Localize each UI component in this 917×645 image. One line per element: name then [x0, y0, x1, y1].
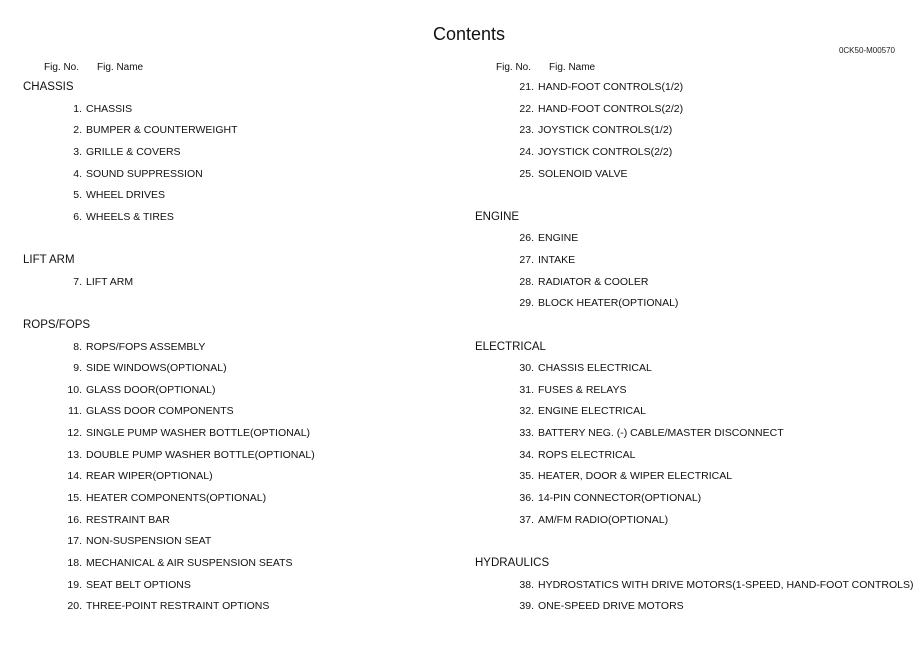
toc-entry[interactable]: [475, 103, 683, 115]
toc-entry[interactable]: [475, 124, 672, 136]
fig-name: THREE-POINT RESTRAINT OPTIONS: [86, 600, 270, 613]
fig-name: RADIATOR & COOLER: [538, 275, 649, 288]
toc-entry[interactable]: [23, 124, 237, 136]
fig-name: HEATER, DOOR & WIPER ELECTRICAL: [538, 470, 733, 483]
toc-entry[interactable]: [23, 600, 269, 612]
fig-number: 17.: [67, 535, 82, 548]
fig-number: 33.: [519, 427, 534, 440]
fig-name: GRILLE & COVERS: [86, 145, 181, 158]
toc-entry[interactable]: [475, 146, 672, 158]
toc-entry[interactable]: [475, 449, 635, 461]
fig-name: BATTERY NEG. (-) CABLE/MASTER DISCONNECT: [538, 427, 784, 440]
fig-name: GLASS DOOR(OPTIONAL): [86, 383, 216, 396]
fig-number: 1.: [73, 102, 82, 115]
fig-number: 13.: [67, 448, 82, 461]
toc-entry[interactable]: [475, 427, 784, 439]
fig-name: ROPS ELECTRICAL: [538, 448, 636, 461]
toc-entry[interactable]: [23, 211, 174, 223]
fig-name: WHEEL DRIVES: [86, 189, 165, 202]
fig-number: 2.: [73, 124, 82, 137]
fig-name: SINGLE PUMP WASHER BOTTLE(OPTIONAL): [86, 427, 311, 440]
fig-name: JOYSTICK CONTROLS(1/2): [538, 124, 673, 137]
fig-name: RESTRAINT BAR: [86, 513, 170, 526]
fig-number: 6.: [73, 210, 82, 223]
toc-entry[interactable]: [475, 81, 683, 93]
fig-name: JOYSTICK CONTROLS(2/2): [538, 145, 673, 158]
fig-name: SEAT BELT OPTIONS: [86, 578, 191, 591]
fig-number: 9.: [73, 362, 82, 375]
toc-entry[interactable]: [475, 405, 646, 417]
toc-entry[interactable]: [23, 384, 216, 396]
fig-number: 30.: [519, 362, 534, 375]
fig-name: BLOCK HEATER(OPTIONAL): [538, 297, 679, 310]
section-heading: ROPS/FOPS: [23, 318, 91, 331]
fig-number: 22.: [519, 102, 534, 115]
fig-number: 36.: [519, 492, 534, 505]
fig-name: ROPS/FOPS ASSEMBLY: [86, 340, 206, 353]
fig-name: MECHANICAL & AIR SUSPENSION SEATS: [86, 557, 293, 569]
fig-number: 26.: [519, 232, 534, 245]
fig-number: 18.: [67, 557, 82, 569]
page-title: Contents: [432, 24, 506, 44]
document-code: 0CK50-M00570: [838, 46, 895, 55]
fig-number: 39.: [519, 600, 534, 613]
section-heading: ELECTRICAL: [475, 340, 546, 353]
fig-name: HEATER COMPONENTS(OPTIONAL): [86, 492, 267, 505]
fig-number: 8.: [73, 340, 82, 353]
fig-number: 7.: [73, 275, 82, 288]
fig-name: HAND-FOOT CONTROLS(1/2): [538, 81, 684, 93]
toc-entry[interactable]: [23, 276, 133, 288]
toc-entry[interactable]: [23, 146, 181, 158]
fig-name: HYDROSTATICS WITH DRIVE MOTORS(1-SPEED, HAND-FOOT CONTROLS): [538, 578, 914, 591]
fig-no-header: Fig. No.: [496, 62, 532, 73]
fig-number: 5.: [73, 189, 82, 202]
section-heading: CHASSIS: [23, 81, 74, 93]
toc-entry[interactable]: [23, 579, 191, 591]
fig-name: ENGINE ELECTRICAL: [538, 405, 646, 418]
toc-entry[interactable]: [475, 579, 914, 591]
toc-entry[interactable]: [23, 405, 234, 417]
fig-number: 14.: [67, 470, 82, 483]
fig-number: 23.: [519, 124, 534, 137]
toc-entry[interactable]: [23, 103, 132, 115]
fig-name: HAND-FOOT CONTROLS(2/2): [538, 102, 684, 115]
fig-name: CHASSIS ELECTRICAL: [538, 362, 652, 375]
fig-name: WHEELS & TIRES: [86, 210, 174, 223]
fig-number: 20.: [67, 600, 82, 613]
toc-entry[interactable]: [23, 189, 165, 201]
toc-entry[interactable]: [23, 535, 211, 547]
fig-number: 11.: [68, 405, 82, 418]
fig-number: 32.: [519, 405, 534, 418]
fig-name-header: Fig. Name: [97, 62, 144, 73]
fig-number: 35.: [519, 470, 534, 483]
fig-number: 24.: [519, 145, 534, 158]
fig-name: SOUND SUPPRESSION: [86, 167, 203, 180]
fig-number: 31.: [519, 383, 534, 396]
fig-number: 21.: [519, 81, 534, 93]
toc-entry[interactable]: [475, 362, 652, 374]
fig-number: 15.: [67, 492, 82, 505]
toc-entry[interactable]: [475, 600, 684, 612]
fig-name: ONE-SPEED DRIVE MOTORS: [538, 600, 684, 613]
toc-entry[interactable]: [23, 470, 213, 482]
fig-number: 10.: [67, 383, 82, 396]
toc-entry[interactable]: [23, 362, 227, 374]
toc-entry[interactable]: [475, 384, 627, 396]
fig-name-header: Fig. Name: [549, 62, 596, 73]
toc-entry[interactable]: [475, 232, 578, 244]
fig-number: 19.: [67, 578, 82, 591]
section-heading: LIFT ARM: [23, 254, 75, 267]
fig-number: 38.: [519, 578, 534, 591]
fig-name: SOLENOID VALVE: [538, 167, 628, 180]
toc-entry[interactable]: [23, 449, 315, 461]
toc-entry[interactable]: [475, 254, 575, 266]
section-heading: ENGINE: [475, 210, 520, 223]
fig-number: 27.: [519, 254, 534, 267]
fig-name: DOUBLE PUMP WASHER BOTTLE(OPTIONAL): [86, 448, 315, 461]
toc-entry[interactable]: [23, 514, 170, 526]
fig-name: REAR WIPER(OPTIONAL): [86, 470, 213, 483]
toc-entry[interactable]: [23, 341, 205, 353]
fig-name: NON-SUSPENSION SEAT: [86, 535, 212, 548]
fig-number: 29.: [519, 297, 534, 310]
fig-number: 16.: [67, 513, 82, 526]
fig-name: AM/FM RADIO(OPTIONAL): [538, 513, 669, 526]
toc-entry[interactable]: [475, 276, 648, 288]
toc-entry[interactable]: [23, 168, 203, 180]
section-heading: HYDRAULICS: [475, 556, 550, 569]
toc-entry[interactable]: [475, 492, 701, 504]
toc-entry[interactable]: [475, 514, 668, 526]
fig-number: 4.: [73, 167, 82, 180]
fig-name: CHASSIS: [86, 102, 133, 115]
fig-name: ENGINE: [538, 232, 579, 245]
fig-name: INTAKE: [538, 254, 576, 267]
fig-number: 12.: [67, 427, 82, 440]
fig-name: FUSES & RELAYS: [538, 383, 627, 396]
fig-name: SIDE WINDOWS(OPTIONAL): [86, 362, 227, 375]
fig-number: 3.: [73, 145, 82, 158]
fig-number: 25.: [519, 167, 534, 180]
fig-name: GLASS DOOR COMPONENTS: [86, 405, 234, 418]
fig-name: LIFT ARM: [86, 275, 134, 288]
toc-entry[interactable]: [475, 470, 732, 482]
fig-name: 14-PIN CONNECTOR(OPTIONAL): [538, 492, 702, 505]
fig-number: 37.: [519, 513, 534, 526]
toc-entry[interactable]: [23, 557, 293, 569]
fig-number: 28.: [519, 275, 534, 288]
fig-no-header: Fig. No.: [44, 62, 80, 73]
fig-number: 34.: [519, 448, 534, 461]
toc-entry[interactable]: [475, 297, 678, 309]
toc-entry[interactable]: [475, 168, 627, 180]
fig-name: BUMPER & COUNTERWEIGHT: [86, 124, 238, 137]
toc-entry[interactable]: [23, 427, 310, 439]
toc-entry[interactable]: [23, 492, 266, 504]
